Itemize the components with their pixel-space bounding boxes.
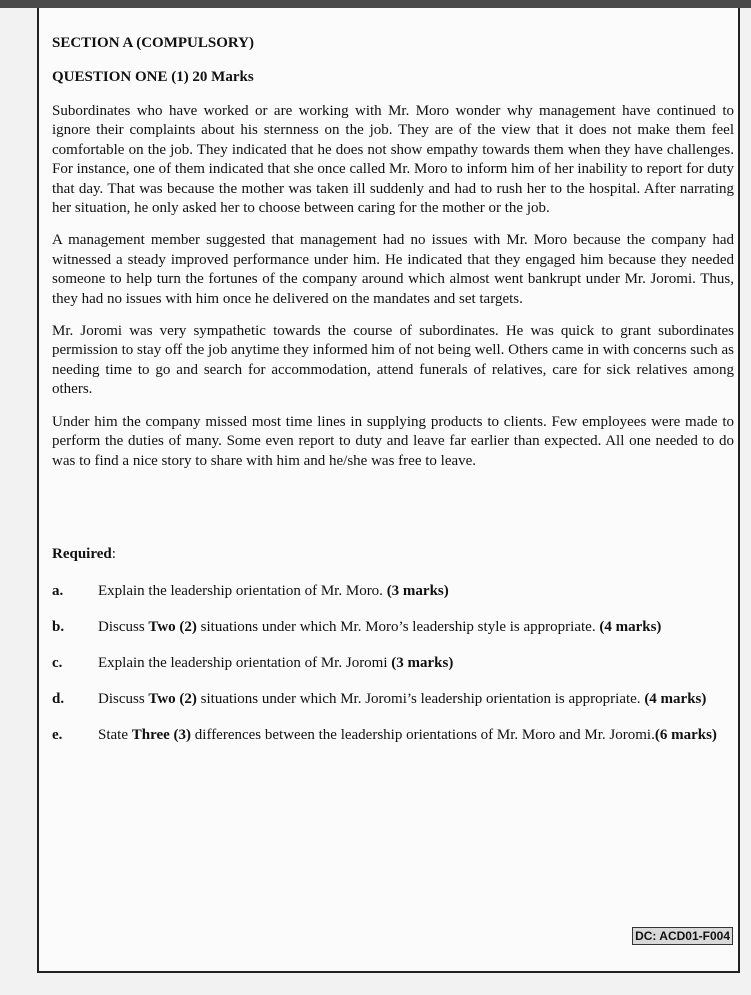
paragraph-3: Mr. Joromi was very sympathetic towards the course of subordinates. He was quick to grant subordinates permission to stay off the job anytime they informed him of not being well. Others came in with concerns such as needing time to go and search for accommodation, attend funerals of relatives, care for sick relatives among others. — [52, 323, 734, 398]
paragraph-1: Subordinates who have worked or are working with Mr. Moro wonder why management have continued to ignore their complaints about his sternness on the job. They are of the view that it does not make them feel comfortable on the job. They indicated that he does not show empathy towards them when they have challenges. For instance, one of them indicated that she once called Mr. Moro to inform him of her inability to report for duty that day. That was because the mother was taken ill suddenly and had to rush her to the hospital. After narrating her situation, he only asked her to choose between caring for the mother or the job. — [52, 103, 734, 217]
question-item-d — [39, 690, 742, 726]
question-item-c — [39, 654, 742, 690]
question-item-e — [39, 726, 742, 762]
question-marks: (4 marks) — [644, 691, 707, 707]
question-text-bold: Two (2) — [148, 619, 197, 635]
top-edge-bar — [0, 0, 751, 8]
question-text — [98, 582, 449, 601]
question-letter: b. — [52, 619, 65, 635]
question-letter: d. — [52, 691, 65, 707]
question-text — [98, 726, 717, 745]
question-text-mid: situations under which Mr. Joromi’s leadership orientation is appropriate. — [196, 691, 645, 707]
question-marks: (4 marks) — [599, 619, 662, 635]
page-content — [52, 34, 734, 484]
paragraph-2: A management member suggested that management had no issues with Mr. Moro because the company had witnessed a steady improved performance under him. He indicated that they engaged him because they needed someone to help turn the fortunes of the company around which almost went bankrupt under Mr. Joromi. Thus, they had no issues with him once he delivered on the mandates and set targets. — [52, 232, 734, 307]
question-text — [98, 654, 453, 673]
question-text-pre: Discuss — [98, 691, 149, 707]
question-text-bold: Two (2) — [148, 691, 197, 707]
required-heading — [52, 545, 116, 564]
question-text — [98, 618, 661, 637]
question-text-mid: situations under which Mr. Moro’s leadership style is appropriate. — [196, 619, 600, 635]
paragraph-4: Under him the company missed most time lines in supplying products to clients. Few employees were made to perform the duties of many. Some even report to duty and leave far earlier than expected. All one needed to do was to find a nice story to share with him and he/she was free to leave. — [52, 413, 734, 469]
question-text-mid: differences between the leadership orientations of Mr. Moro and Mr. Joromi. — [191, 727, 655, 743]
question-text-pre: Explain the leadership orientation of Mr. Joromi — [98, 655, 392, 671]
exam-page — [37, 8, 740, 973]
question-letter: e. — [52, 727, 63, 743]
question-text-pre: Explain the leadership orientation of Mr. Moro. — [98, 583, 387, 599]
question-marks: (6 marks) — [654, 727, 717, 743]
question-letter: c. — [52, 655, 63, 671]
document-code: DC: ACD01-F004 — [632, 927, 733, 945]
question-title: QUESTION ONE (1) 20 Marks — [52, 69, 254, 85]
question-text-pre: Discuss — [98, 619, 149, 635]
question-list — [39, 582, 742, 762]
question-marks: (3 marks) — [386, 583, 449, 599]
question-item-a — [39, 582, 742, 618]
required-label: Required — [52, 546, 112, 562]
question-text — [98, 690, 706, 709]
question-item-b — [39, 618, 742, 654]
question-text-bold: Three (3) — [131, 727, 192, 743]
question-text-pre: State — [98, 727, 132, 743]
required-colon: : — [111, 546, 116, 562]
question-letter: a. — [52, 583, 64, 599]
question-marks: (3 marks) — [391, 655, 454, 671]
section-title: SECTION A (COMPULSORY) — [52, 35, 254, 51]
